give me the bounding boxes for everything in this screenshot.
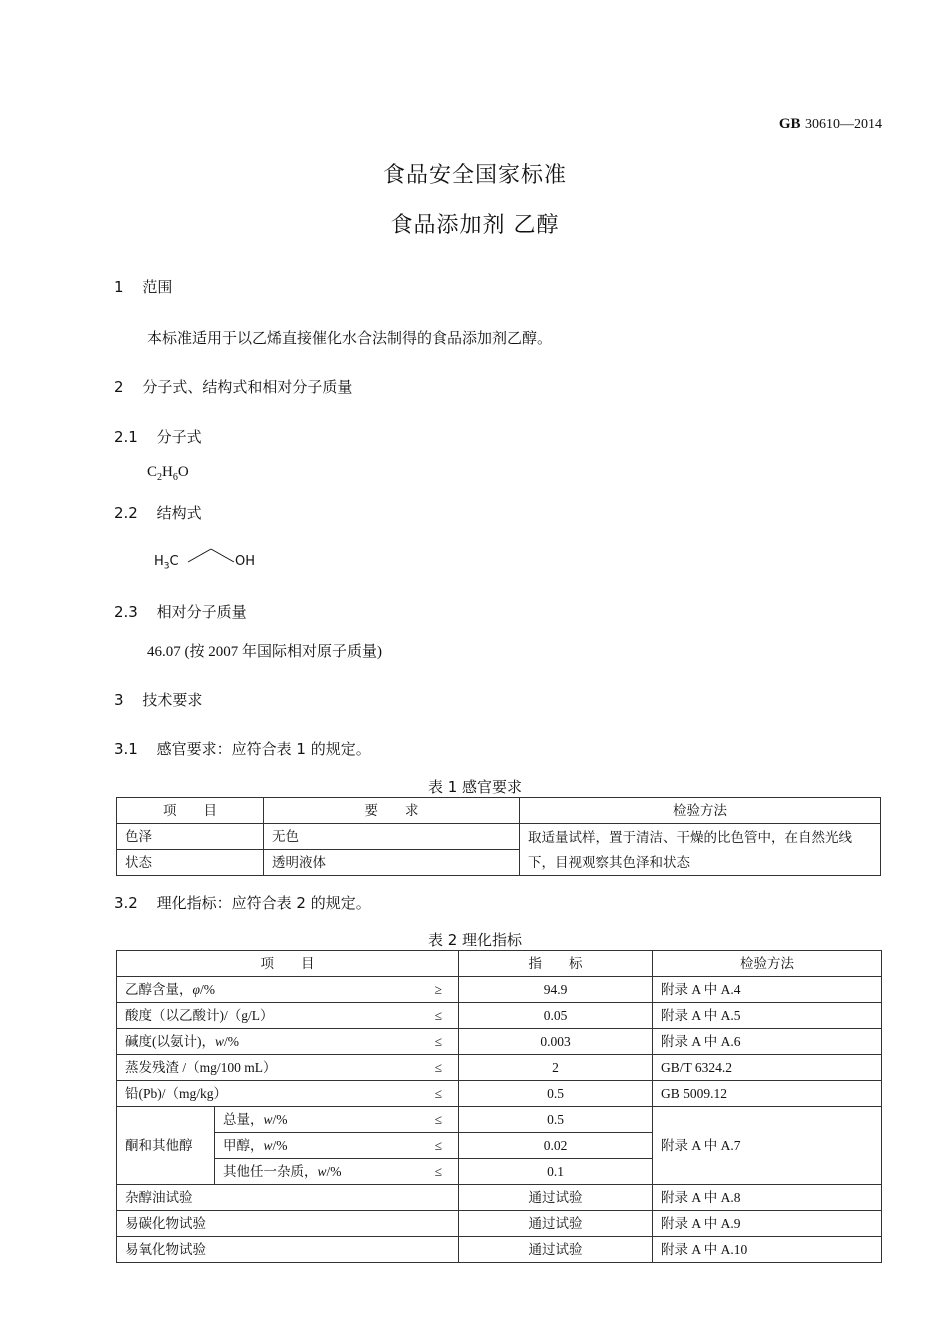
section-number: 3.2 [114, 894, 138, 912]
column-header: 指 标 [459, 951, 653, 977]
column-header: 检验方法 [653, 951, 882, 977]
section-title: 理化指标：应符合表 2 的规定。 [156, 894, 371, 912]
section-number: 2.1 [114, 428, 138, 446]
table-cell-value: 通过试验 [459, 1237, 653, 1263]
section-title: 技术要求 [142, 691, 203, 709]
table-cell-value: 0.003 [459, 1029, 653, 1055]
table-cell-method: 附录 A 中 A.4 [653, 977, 882, 1003]
table-cell-method: 附录 A 中 A.7 [653, 1107, 882, 1185]
table-row [117, 824, 881, 850]
section-1-heading [114, 276, 172, 297]
hydroxyl-group-label: OH [235, 554, 256, 569]
section-number: 2.3 [114, 603, 138, 621]
table-2-caption: 表 2 理化指标 [427, 931, 523, 949]
structural-formula [154, 538, 274, 578]
table-cell-requirement: 无色 [264, 824, 520, 850]
table-cell-value: 2 [459, 1055, 653, 1081]
section-number: 2.2 [114, 504, 138, 522]
section-number: 3.1 [114, 740, 138, 758]
section-title: 分子式、结构式和相对分子质量 [142, 378, 353, 396]
table-row [117, 1029, 882, 1055]
standard-number: 30610—2014 [805, 117, 882, 132]
table-cell-group-label: 酮和其他醇 [117, 1107, 215, 1185]
table-cell-value: 通过试验 [459, 1211, 653, 1237]
section-2-2-heading [114, 502, 202, 523]
standard-code [779, 116, 882, 133]
table-cell-item: 碱度(以氨计)，w/% ≤ [117, 1029, 459, 1055]
section-3-heading [114, 689, 202, 710]
table-cell-method: 附录 A 中 A.9 [653, 1211, 882, 1237]
table-header-row [117, 951, 882, 977]
table-cell-method: 附录 A 中 A.10 [653, 1237, 882, 1263]
table-cell-item: 状态 [117, 850, 264, 876]
table-row [117, 1237, 882, 1263]
table-cell-item: 杂醇油试验 [117, 1185, 459, 1211]
table-cell-value: 0.1 [459, 1159, 653, 1185]
section-title: 范围 [142, 278, 173, 296]
table-cell-method: GB 5009.12 [653, 1081, 882, 1107]
section-2-1-heading [114, 426, 202, 447]
table-cell-subitem: 甲醇，w/% ≤ [215, 1133, 459, 1159]
section-title: 相对分子质量 [156, 603, 247, 621]
table-cell-item: 乙醇含量，φ/% ≥ [117, 977, 459, 1003]
molecular-formula: $C_2H_6O$ [147, 464, 189, 483]
table-cell-method: 取适量试样，置于清洁、干燥的比色管中，在自然光线 下，目视观察其色泽和状态 [520, 824, 881, 876]
table-cell-item: 酸度（以乙酸计)/（g/L） ≤ [117, 1003, 459, 1029]
table-row [117, 1185, 882, 1211]
section-title: 感官要求：应符合表 1 的规定。 [156, 740, 371, 758]
table-row [117, 1081, 882, 1107]
column-header: 项 目 [117, 798, 264, 824]
table-cell-value: 0.02 [459, 1133, 653, 1159]
table-cell-value: 0.5 [459, 1081, 653, 1107]
table-cell-item: 色泽 [117, 824, 264, 850]
column-header: 检验方法 [520, 798, 881, 824]
standard-prefix: GB [778, 116, 801, 132]
table-1-caption: 表 1 感官要求 [427, 778, 523, 796]
section-1-text: 本标准适用于以乙烯直接催化水合法制得的食品添加剂乙醇。 [147, 331, 553, 347]
section-title: 分子式 [156, 428, 202, 446]
table-cell-method: 附录 A 中 A.6 [653, 1029, 882, 1055]
methyl-group-label: $H_3C$ [154, 554, 179, 572]
column-header: 要 求 [264, 798, 520, 824]
table-cell-item: 易碳化物试验 [117, 1211, 459, 1237]
table-cell-requirement: 透明液体 [264, 850, 520, 876]
section-number: 3 [114, 691, 124, 709]
table-cell-item: 易氧化物试验 [117, 1237, 459, 1263]
table-cell-subitem: 总量，w/% ≤ [215, 1107, 459, 1133]
sensory-requirements-table [116, 797, 881, 876]
table-cell-method: 附录 A 中 A.8 [653, 1185, 882, 1211]
table-cell-value: 0.5 [459, 1107, 653, 1133]
table-cell-method: 附录 A 中 A.5 [653, 1003, 882, 1029]
molecular-mass-text: 46.07 (按 2007 年国际相对原子质量) [147, 644, 382, 660]
sub-title: 食品添加剂 乙醇 [390, 213, 560, 238]
main-title: 食品安全国家标准 [382, 163, 567, 188]
table-row [117, 1211, 882, 1237]
table-header-row [117, 798, 881, 824]
section-3-1-heading [114, 738, 371, 759]
table-cell-value: 94.9 [459, 977, 653, 1003]
section-2-heading [114, 376, 352, 397]
table-row [117, 1055, 882, 1081]
table-cell-value: 0.05 [459, 1003, 653, 1029]
table-cell-subitem: 其他任一杂质，w/% ≤ [215, 1159, 459, 1185]
section-number: 1 [114, 278, 124, 296]
section-2-3-heading [114, 601, 247, 622]
table-row [117, 977, 882, 1003]
column-header: 项 目 [117, 951, 459, 977]
table-cell-item: 蒸发残渣 /（mg/100 mL） ≤ [117, 1055, 459, 1081]
section-title: 结构式 [156, 504, 202, 522]
table-cell-value: 通过试验 [459, 1185, 653, 1211]
physicochemical-indicators-table [116, 950, 882, 1263]
table-cell-method: GB/T 6324.2 [653, 1055, 882, 1081]
table-row [117, 1107, 882, 1133]
section-number: 2 [114, 378, 124, 396]
table-row [117, 1003, 882, 1029]
section-3-2-heading [114, 892, 371, 913]
table-cell-item: 铅(Pb)/（mg/kg） ≤ [117, 1081, 459, 1107]
